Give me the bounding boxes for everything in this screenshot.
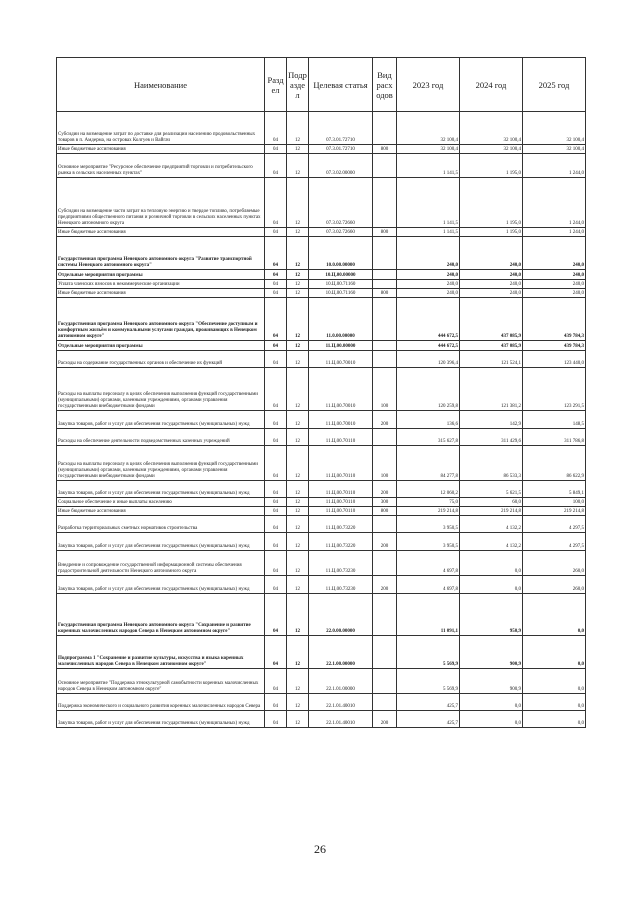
row-amount-2023: 1 141,5 (397, 154, 460, 178)
row-amount-2023: 240,0 (397, 270, 460, 280)
row-expense-type: 200 (373, 576, 397, 594)
row-razdel: 04 (265, 411, 287, 429)
row-razdel: 04 (265, 154, 287, 178)
row-name: Поддержка экономического и социального развития коренных малочисленных народов Севера (57, 694, 265, 711)
row-razdel: 04 (265, 112, 287, 145)
row-name: Закупка товаров, работ и услуг для обеспечения государственных (муниципальных) нужд (57, 711, 265, 728)
row-expense-type (373, 429, 397, 446)
row-podrazdel: 12 (287, 368, 309, 411)
row-amount-2024: 900,9 (460, 669, 523, 694)
row-expense-type (373, 694, 397, 711)
table-row (57, 669, 586, 694)
row-amount-2023: 4 697,8 (397, 576, 460, 594)
row-podrazdel: 12 (287, 289, 309, 298)
row-target-article: 11.Ц.00.00000 (309, 341, 373, 351)
row-amount-2023: 315 627,8 (397, 429, 460, 446)
row-podrazdel: 12 (287, 411, 309, 429)
row-expense-type (373, 516, 397, 533)
row-amount-2025: 0,0 (523, 636, 586, 669)
row-expense-type (373, 594, 397, 636)
row-amount-2025: 32 100,4 (523, 145, 586, 154)
row-amount-2024: 1 195,0 (460, 228, 523, 237)
row-amount-2023: 240,0 (397, 237, 460, 270)
row-target-article: 11.Ц.00.73230 (309, 576, 373, 594)
row-name: Иные бюджетные ассигнования (57, 289, 265, 298)
row-podrazdel: 12 (287, 178, 309, 228)
row-target-article: 11.Ц.00.70110 (309, 446, 373, 481)
row-razdel: 04 (265, 576, 287, 594)
budget-table (56, 57, 586, 728)
row-name: Расходы на выплаты персоналу в целях обеспечения выполнения функций государственными (муниципальными) органами, казенными учреждениями, органами управления государственными внебюджетными фондами (57, 368, 265, 411)
row-razdel: 04 (265, 368, 287, 411)
row-amount-2023: 240,0 (397, 289, 460, 298)
row-amount-2023: 1 141,5 (397, 228, 460, 237)
table-row (57, 498, 586, 507)
row-name: Расходы на содержание государственных органов и обеспечение их функций (57, 351, 265, 368)
row-name: Закупка товаров, работ и услуг для обеспечения государственных (муниципальных) нужд (57, 533, 265, 551)
row-podrazdel: 12 (287, 711, 309, 728)
row-expense-type: 800 (373, 145, 397, 154)
row-amount-2024: 437 085,9 (460, 298, 523, 341)
row-expense-type: 200 (373, 481, 397, 498)
row-amount-2023: 32 100,4 (397, 112, 460, 145)
row-podrazdel: 12 (287, 270, 309, 280)
table-row (57, 516, 586, 533)
row-expense-type (373, 351, 397, 368)
row-amount-2025: 5 849,1 (523, 481, 586, 498)
row-amount-2024: 121 381,2 (460, 368, 523, 411)
row-podrazdel: 12 (287, 481, 309, 498)
row-podrazdel: 12 (287, 154, 309, 178)
row-amount-2025: 439 784,3 (523, 298, 586, 341)
row-target-article: 10.0.00.00000 (309, 237, 373, 270)
row-razdel: 04 (265, 594, 287, 636)
row-amount-2023: 32 100,4 (397, 145, 460, 154)
row-amount-2024: 900,9 (460, 636, 523, 669)
row-razdel: 04 (265, 280, 287, 289)
row-expense-type (373, 636, 397, 669)
row-amount-2025: 123 291,5 (523, 368, 586, 411)
table-row (57, 429, 586, 446)
row-expense-type: 200 (373, 411, 397, 429)
row-amount-2023: 1 141,5 (397, 178, 460, 228)
row-target-article: 11.Ц.00.70110 (309, 481, 373, 498)
row-amount-2023: 444 672,5 (397, 341, 460, 351)
row-amount-2025: 0,0 (523, 594, 586, 636)
row-amount-2024: 0,0 (460, 551, 523, 576)
row-expense-type: 100 (373, 368, 397, 411)
row-target-article: 11.Ц.00.73230 (309, 551, 373, 576)
table-row (57, 594, 586, 636)
table-row (57, 298, 586, 341)
row-razdel: 04 (265, 498, 287, 507)
row-amount-2025: 439 784,3 (523, 341, 586, 351)
row-target-article: 10.Ц.00.71160 (309, 280, 373, 289)
row-podrazdel: 12 (287, 112, 309, 145)
row-podrazdel: 12 (287, 228, 309, 237)
header-2025: 2025 год (523, 58, 586, 112)
row-amount-2023: 425,7 (397, 694, 460, 711)
table-row (57, 576, 586, 594)
table-row (57, 270, 586, 280)
row-name: Закупка товаров, работ и услуг для обеспечения государственных (муниципальных) нужд (57, 411, 265, 429)
row-amount-2023: 3 950,5 (397, 516, 460, 533)
table-row (57, 178, 586, 228)
table-row (57, 481, 586, 498)
row-amount-2025: 0,0 (523, 711, 586, 728)
row-amount-2024: 950,9 (460, 594, 523, 636)
row-target-article: 11.Ц.00.73220 (309, 533, 373, 551)
row-razdel: 04 (265, 178, 287, 228)
row-amount-2024: 60,0 (460, 498, 523, 507)
row-target-article: 07.3.02.72660 (309, 228, 373, 237)
row-razdel: 04 (265, 289, 287, 298)
table-row (57, 145, 586, 154)
row-razdel: 04 (265, 446, 287, 481)
header-razdel: Разд ел (265, 58, 287, 112)
table-row (57, 711, 586, 728)
row-target-article: 22.1.01.40010 (309, 694, 373, 711)
row-expense-type: 300 (373, 498, 397, 507)
row-name: Закупка товаров, работ и услуг для обеспечения государственных (муниципальных) нужд (57, 576, 265, 594)
row-amount-2023: 11 091,1 (397, 594, 460, 636)
row-amount-2023: 84 277,8 (397, 446, 460, 481)
table-row (57, 533, 586, 551)
table-row (57, 237, 586, 270)
row-target-article: 07.3.01.72710 (309, 112, 373, 145)
row-amount-2025: 240,0 (523, 270, 586, 280)
row-razdel: 04 (265, 669, 287, 694)
row-amount-2025: 1 244,0 (523, 228, 586, 237)
row-target-article: 11.Ц.00.70010 (309, 368, 373, 411)
row-expense-type (373, 551, 397, 576)
row-target-article: 11.Ц.00.70010 (309, 411, 373, 429)
row-amount-2025: 311 786,8 (523, 429, 586, 446)
row-target-article: 11.Ц.00.70110 (309, 498, 373, 507)
row-target-article: 22.1.00.00000 (309, 636, 373, 669)
row-target-article: 10.Ц.00.00000 (309, 270, 373, 280)
row-name: Уплата членских взносов в некоммерческие организации (57, 280, 265, 289)
row-amount-2025: 32 100,4 (523, 112, 586, 145)
row-razdel: 04 (265, 429, 287, 446)
row-amount-2025: 100,0 (523, 498, 586, 507)
row-amount-2025: 4 297,5 (523, 533, 586, 551)
page-number: 26 (314, 842, 326, 856)
header-podrazdel: Подр азде л (287, 58, 309, 112)
row-amount-2024: 240,0 (460, 237, 523, 270)
row-podrazdel: 12 (287, 694, 309, 711)
row-expense-type (373, 112, 397, 145)
row-amount-2024: 142,9 (460, 411, 523, 429)
row-name: Государственная программа Ненецкого автономного округа "Развитие транспортной системы Ненецкого автономного округа" (57, 237, 265, 270)
row-podrazdel: 12 (287, 551, 309, 576)
table-row (57, 112, 586, 145)
table-row (57, 551, 586, 576)
row-name: Расходы на выплаты персоналу в целях обеспечения выполнения функций государственными (муниципальными) органами, казенными учреждениями, органами управления государственными внебюджетными фондами (57, 446, 265, 481)
row-amount-2024: 4 132,2 (460, 516, 523, 533)
table-row (57, 636, 586, 669)
row-amount-2023: 4 697,8 (397, 551, 460, 576)
row-podrazdel: 12 (287, 341, 309, 351)
row-podrazdel: 12 (287, 298, 309, 341)
row-amount-2023: 3 950,5 (397, 533, 460, 551)
row-amount-2025: 240,0 (523, 237, 586, 270)
row-name: Социальное обеспечение и иные выплаты населению (57, 498, 265, 507)
row-amount-2024: 219 214,8 (460, 507, 523, 516)
row-name: Иные бюджетные ассигнования (57, 145, 265, 154)
header-2024: 2024 год (460, 58, 523, 112)
row-razdel: 04 (265, 237, 287, 270)
row-amount-2024: 1 195,0 (460, 178, 523, 228)
row-amount-2024: 4 132,2 (460, 533, 523, 551)
row-razdel: 04 (265, 711, 287, 728)
row-amount-2023: 12 060,2 (397, 481, 460, 498)
row-name: Субсидии на возмещение части затрат на тепловую энергию и твердое топливо, потребляемые предприятиями общественного питания и розничной торговли в сельских населенных пунктах Ненецкого автономного округа (57, 178, 265, 228)
row-amount-2023: 240,0 (397, 280, 460, 289)
row-amount-2025: 1 244,0 (523, 178, 586, 228)
header-expense-type: Вид расх одов (373, 58, 397, 112)
row-amount-2024: 240,0 (460, 289, 523, 298)
row-expense-type (373, 669, 397, 694)
row-expense-type: 100 (373, 446, 397, 481)
row-name: Государственная программа Ненецкого автономного округа "Сохранение и развитие коренных малочисленных народов Севера в Ненецком автономном округе" (57, 594, 265, 636)
row-name: Иные бюджетные ассигнования (57, 507, 265, 516)
row-expense-type (373, 154, 397, 178)
row-expense-type: 800 (373, 228, 397, 237)
row-razdel: 04 (265, 694, 287, 711)
row-expense-type: 800 (373, 507, 397, 516)
row-amount-2025: 260,0 (523, 551, 586, 576)
row-razdel: 04 (265, 145, 287, 154)
row-razdel: 04 (265, 270, 287, 280)
row-target-article: 22.1.01.00000 (309, 669, 373, 694)
table-row (57, 507, 586, 516)
row-amount-2024: 240,0 (460, 270, 523, 280)
row-expense-type (373, 237, 397, 270)
row-amount-2023: 120 259,8 (397, 368, 460, 411)
row-amount-2023: 5 569,9 (397, 669, 460, 694)
row-target-article: 11.Ц.00.70010 (309, 351, 373, 368)
row-amount-2023: 444 672,5 (397, 298, 460, 341)
row-podrazdel: 12 (287, 145, 309, 154)
row-amount-2025: 219 214,8 (523, 507, 586, 516)
row-name: Субсидии на возмещение затрат по доставке для реализации населению продовольственных товаров в п. Амдерма, на островах Колгуев и Вайгач (57, 112, 265, 145)
row-amount-2025: 0,0 (523, 694, 586, 711)
row-target-article: 07.3.02.72660 (309, 178, 373, 228)
row-name: Закупка товаров, работ и услуг для обеспечения государственных (муниципальных) нужд (57, 481, 265, 498)
row-target-article: 11.Ц.00.70110 (309, 429, 373, 446)
row-razdel: 04 (265, 636, 287, 669)
row-amount-2025: 123 440,0 (523, 351, 586, 368)
row-name: Разработка территориальных сметных нормативов строительства (57, 516, 265, 533)
row-podrazdel: 12 (287, 594, 309, 636)
row-amount-2023: 136,6 (397, 411, 460, 429)
row-amount-2024: 32 100,4 (460, 112, 523, 145)
row-podrazdel: 12 (287, 576, 309, 594)
row-podrazdel: 12 (287, 533, 309, 551)
row-amount-2023: 219 214,8 (397, 507, 460, 516)
table-row (57, 228, 586, 237)
row-podrazdel: 12 (287, 498, 309, 507)
row-amount-2024: 0,0 (460, 576, 523, 594)
row-expense-type (373, 178, 397, 228)
row-amount-2025: 240,0 (523, 280, 586, 289)
row-expense-type: 200 (373, 711, 397, 728)
row-amount-2024: 5 621,5 (460, 481, 523, 498)
row-amount-2024: 1 195,0 (460, 154, 523, 178)
row-target-article: 10.Ц.00.71160 (309, 289, 373, 298)
row-amount-2024: 311 429,6 (460, 429, 523, 446)
row-podrazdel: 12 (287, 280, 309, 289)
row-expense-type: 800 (373, 289, 397, 298)
row-target-article: 07.3.01.72710 (309, 145, 373, 154)
row-amount-2024: 0,0 (460, 694, 523, 711)
row-amount-2024: 86 533,3 (460, 446, 523, 481)
row-amount-2025: 240,0 (523, 289, 586, 298)
table-row (57, 368, 586, 411)
header-2023: 2023 год (397, 58, 460, 112)
row-amount-2024: 437 085,9 (460, 341, 523, 351)
row-razdel: 04 (265, 551, 287, 576)
row-podrazdel: 12 (287, 516, 309, 533)
row-name: Основное мероприятие "Поддержка этнокультурной самобытности коренных малочисленных народов Севера в Ненецком автономном округе" (57, 669, 265, 694)
row-razdel: 04 (265, 533, 287, 551)
row-amount-2025: 260,0 (523, 576, 586, 594)
row-amount-2024: 121 524,1 (460, 351, 523, 368)
table-row (57, 289, 586, 298)
row-name: Расходы на обеспечение деятельности подведомственных казенных учреждений (57, 429, 265, 446)
row-razdel: 04 (265, 481, 287, 498)
row-name: Отдельные мероприятия программы (57, 270, 265, 280)
row-podrazdel: 12 (287, 351, 309, 368)
row-podrazdel: 12 (287, 429, 309, 446)
row-razdel: 04 (265, 298, 287, 341)
row-name: Иные бюджетные ассигнования (57, 228, 265, 237)
header-target-article: Целевая статья (309, 58, 373, 112)
row-razdel: 04 (265, 341, 287, 351)
table-header-row (57, 58, 586, 112)
row-name: Отдельные мероприятия программы (57, 341, 265, 351)
budget-table-body (57, 112, 586, 728)
table-row (57, 446, 586, 481)
row-expense-type (373, 270, 397, 280)
row-name: Основное мероприятие "Ресурсное обеспечение предприятий торговли и потребительского рынка в сельских населенных пунктах" (57, 154, 265, 178)
row-target-article: 11.0.00.00000 (309, 298, 373, 341)
table-row (57, 280, 586, 289)
row-name: Государственная программа Ненецкого автономного округа "Обеспечение доступным и комфортным жильём и коммунальными услугами граждан, проживающих в Ненецком автономном округе" (57, 298, 265, 341)
row-target-article: 07.3.02.00000 (309, 154, 373, 178)
row-amount-2025: 1 244,0 (523, 154, 586, 178)
row-amount-2024: 32 100,4 (460, 145, 523, 154)
row-amount-2023: 425,7 (397, 711, 460, 728)
row-amount-2025: 4 297,5 (523, 516, 586, 533)
row-razdel: 04 (265, 516, 287, 533)
row-amount-2024: 240,0 (460, 280, 523, 289)
row-target-article: 11.Ц.00.70110 (309, 507, 373, 516)
row-amount-2025: 86 622,9 (523, 446, 586, 481)
row-podrazdel: 12 (287, 446, 309, 481)
row-amount-2023: 75,0 (397, 498, 460, 507)
table-row (57, 694, 586, 711)
row-razdel: 04 (265, 351, 287, 368)
row-amount-2024: 0,0 (460, 711, 523, 728)
row-expense-type: 200 (373, 533, 397, 551)
row-target-article: 22.1.01.40010 (309, 711, 373, 728)
row-amount-2023: 5 569,9 (397, 636, 460, 669)
row-podrazdel: 12 (287, 669, 309, 694)
table-row (57, 154, 586, 178)
header-name: Наименование (57, 58, 265, 112)
row-podrazdel: 12 (287, 507, 309, 516)
row-expense-type (373, 280, 397, 289)
row-name: Подпрограмма 1 "Сохранение и развитие культуры, искусства и языка коренных малочисленных народов Севера в Ненецком автономном округе" (57, 636, 265, 669)
row-expense-type (373, 298, 397, 341)
row-razdel: 04 (265, 507, 287, 516)
row-name: Внедрение и сопровождение государственной информационной системы обеспечения градостроительной деятельности Ненецкого автономного округа (57, 551, 265, 576)
row-podrazdel: 12 (287, 636, 309, 669)
table-row (57, 341, 586, 351)
row-target-article: 11.Ц.00.73220 (309, 516, 373, 533)
table-row (57, 411, 586, 429)
row-amount-2025: 0,0 (523, 669, 586, 694)
row-target-article: 22.0.00.00000 (309, 594, 373, 636)
row-podrazdel: 12 (287, 237, 309, 270)
row-amount-2025: 148,5 (523, 411, 586, 429)
row-expense-type (373, 341, 397, 351)
table-row (57, 351, 586, 368)
row-amount-2023: 120 396,4 (397, 351, 460, 368)
row-razdel: 04 (265, 228, 287, 237)
